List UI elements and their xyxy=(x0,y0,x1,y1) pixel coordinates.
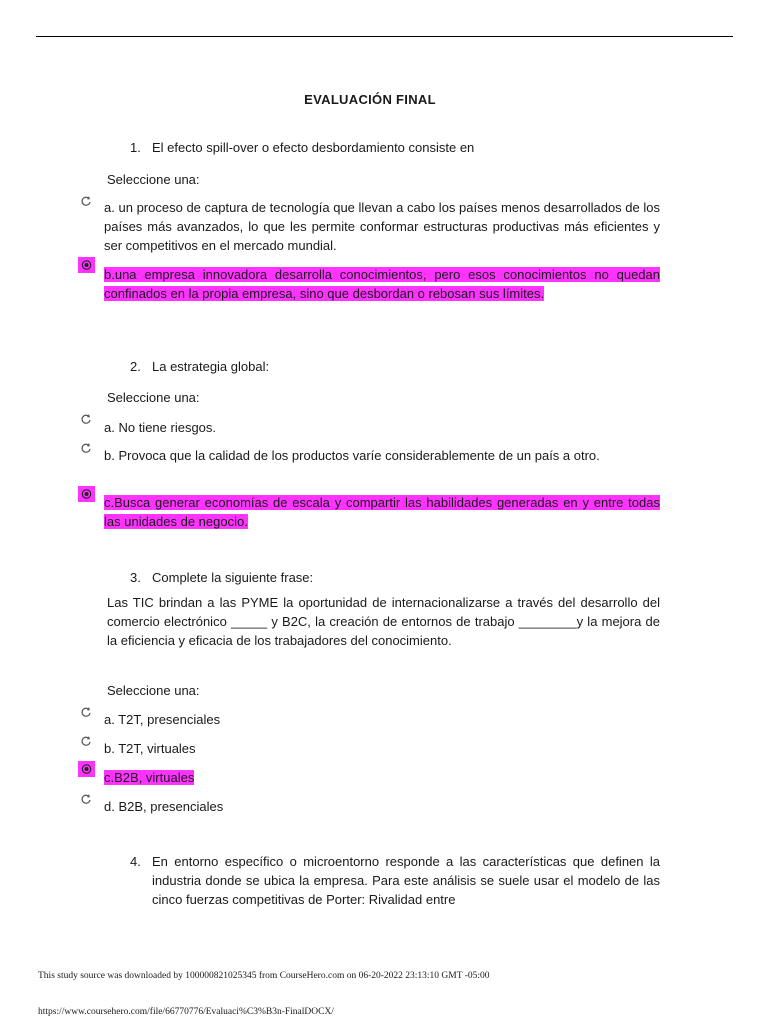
option-q2-c[interactable] xyxy=(104,493,660,531)
option-q2-a[interactable] xyxy=(104,418,660,437)
radio-selected-icon[interactable] xyxy=(78,486,95,502)
option-text: B2B, virtuales xyxy=(114,770,195,785)
source-url[interactable]: https://www.coursehero.com/file/66770776/Evaluaci%C3%B3n-FinalDOCX/ xyxy=(38,1007,334,1017)
option-text: B2B, presenciales xyxy=(118,799,224,814)
radio-unselected-icon[interactable] xyxy=(80,705,92,718)
download-source-note: This study source was downloaded by 100000821025345 from CourseHero.com on 06-20-2022 23:13:10 GMT -05:00 xyxy=(38,971,490,981)
radio-unselected-icon[interactable] xyxy=(80,441,92,454)
question-text: El efecto spill-over o efecto desbordamiento consiste en xyxy=(152,140,475,155)
question-number: 3. xyxy=(130,570,141,585)
radio-selected-icon[interactable] xyxy=(78,761,95,777)
option-text: Provoca que la calidad de los productos varíe considerablemente de un país a otro. xyxy=(118,448,600,463)
option-letter: d. xyxy=(104,799,115,814)
page-title: EVALUACIÓN FINAL xyxy=(304,92,436,107)
option-text: T2T, presenciales xyxy=(118,712,221,727)
option-q1-a[interactable] xyxy=(104,198,660,255)
question-number: 4. xyxy=(130,854,141,869)
option-text: T2T, virtuales xyxy=(118,741,196,756)
option-letter: b. xyxy=(104,267,115,282)
option-letter: a. xyxy=(104,712,115,727)
radio-unselected-icon[interactable] xyxy=(80,792,92,805)
option-q3-b[interactable] xyxy=(104,739,660,758)
question-paragraph: Las TIC brindan a las PYME la oportunidad de internacionalizarse a través del desarrollo del comercio electrónico _____ y B2C, la creación de entornos de trabajo ________y la mejora de la eficiencia y eficacia de los trabajadores del conocimiento. xyxy=(107,595,660,648)
option-text: una empresa innovadora desarrolla conocimientos, pero esos conocimientos no quedan confinados en la propia empresa, sino que desbordan o rebosan sus límites. xyxy=(104,267,660,301)
option-q3-a[interactable] xyxy=(104,710,660,729)
option-text: No tiene riesgos. xyxy=(118,420,217,435)
question-number: 1. xyxy=(130,140,141,155)
question-text: Complete la siguiente frase: xyxy=(152,570,314,585)
option-letter: b. xyxy=(104,448,115,463)
option-text: Busca generar economías de escala y compartir las habilidades generadas en y entre todas las unidades de negocio. xyxy=(104,495,660,529)
top-rule xyxy=(36,36,733,37)
option-letter: c. xyxy=(104,495,115,510)
option-q3-d[interactable] xyxy=(104,797,660,816)
select-one-label: Seleccione una: xyxy=(107,390,200,405)
radio-unselected-icon[interactable] xyxy=(80,194,92,207)
radio-selected-icon[interactable] xyxy=(78,257,95,273)
option-letter: c. xyxy=(104,770,115,785)
option-q1-b[interactable] xyxy=(104,265,660,303)
select-one-label: Seleccione una: xyxy=(107,683,200,698)
option-letter: a. xyxy=(104,200,115,215)
option-letter: b. xyxy=(104,741,115,756)
option-text: un proceso de captura de tecnología que llevan a cabo los países menos desarrollados de los países más avanzados, lo que les permite conformar estructuras productivas más eficientes y ser competitivos en el mercado mundial. xyxy=(104,200,661,253)
question-text: En entorno específico o microentorno responde a las características que definen la industria donde se ubica la empresa. Para este análisis se suele usar el modelo de las cinco fuerzas competitivas de Porter: Rivalidad entre xyxy=(152,854,660,907)
option-letter: a. xyxy=(104,420,115,435)
option-q3-c[interactable] xyxy=(104,768,660,787)
question-text: La estrategia global: xyxy=(152,359,270,374)
question-number: 2. xyxy=(130,359,141,374)
select-one-label: Seleccione una: xyxy=(107,172,200,187)
radio-unselected-icon[interactable] xyxy=(80,412,92,425)
option-q2-b[interactable] xyxy=(104,446,660,465)
radio-unselected-icon[interactable] xyxy=(80,734,92,747)
